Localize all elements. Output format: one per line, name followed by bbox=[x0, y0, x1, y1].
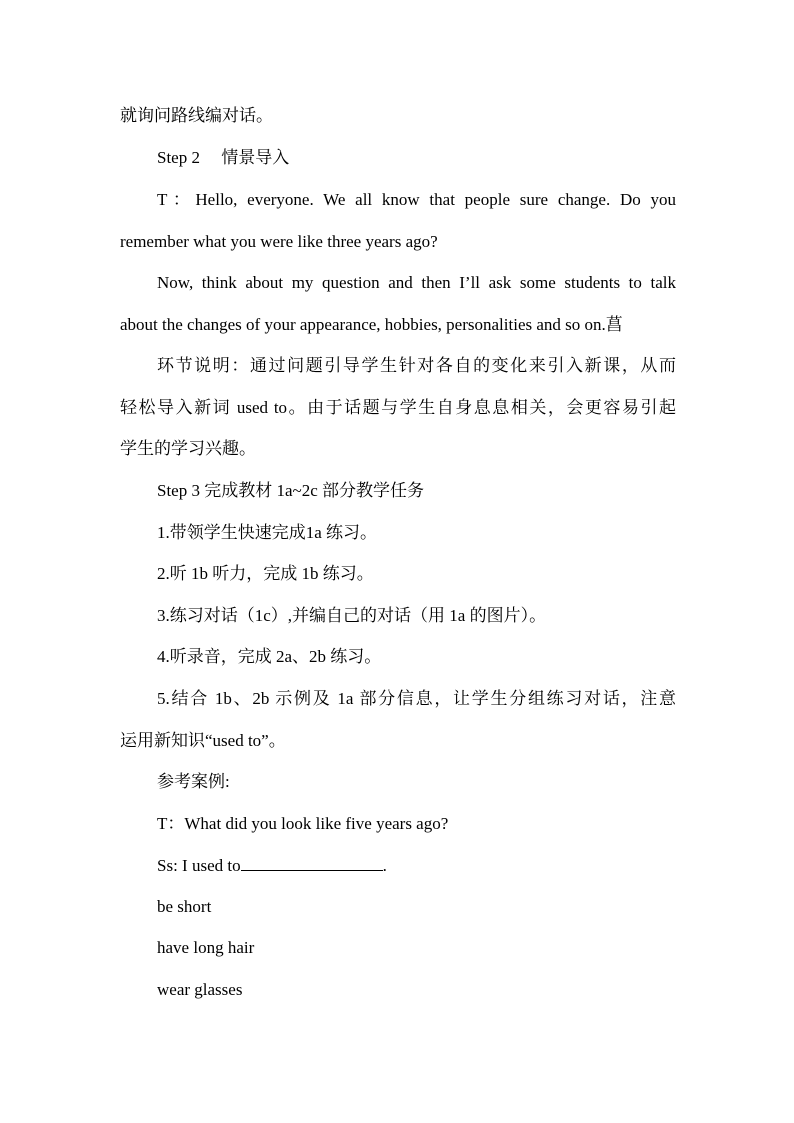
task-item-4: 4.听录音，完成 2a、2b 练习。 bbox=[157, 647, 382, 666]
example-option-be-short: be short bbox=[157, 897, 212, 916]
example-student-answer bbox=[157, 854, 676, 877]
task-item-3: 3.练习对话（1c）,并编自己的对话（用 1a 的图片）。 bbox=[157, 606, 547, 625]
step-3-heading: Step 3 完成教材 1a~2c 部分教学任务 bbox=[157, 481, 425, 500]
teacher-question-line: remember what you were like three years ago? bbox=[120, 232, 438, 251]
section-explanation-line-1: 环节说明：通过问题引导学生针对各自的变化来引入新课，从而 bbox=[157, 356, 676, 375]
text-line-route-dialogue: 就询问路线编对话。 bbox=[120, 106, 273, 125]
instruction-line-2: about the changes of your appearance, hobbies, personalities and so on.菖 bbox=[120, 315, 623, 334]
example-option-long-hair: have long hair bbox=[157, 938, 255, 957]
example-teacher-question: T：What did you look like five years ago? bbox=[157, 814, 449, 833]
reference-example-label: 参考案例: bbox=[157, 772, 230, 791]
answer-blank bbox=[241, 854, 383, 871]
teacher-greeting-line: T：Hello, everyone. We all know that people sure change. Do you bbox=[157, 190, 676, 209]
step-2-heading: Step 2 情景导入 bbox=[157, 148, 290, 167]
instruction-line-1: Now, think about my question and then I’ll ask some students to talk bbox=[157, 273, 676, 292]
task-item-5: 5.结合 1b、2b 示例及 1a 部分信息，让学生分组练习对话，注意 bbox=[157, 689, 676, 708]
task-item-1: 1.带领学生快速完成1a 练习。 bbox=[157, 523, 378, 542]
section-explanation-line-3: 学生的学习兴趣。 bbox=[120, 439, 256, 458]
section-explanation-line-2: 轻松导入新词 used to。由于话题与学生自身息息相关，会更容易引起 bbox=[120, 398, 676, 417]
task-item-5-continued: 运用新知识“used to”。 bbox=[120, 731, 286, 750]
answer-period: . bbox=[382, 856, 387, 875]
answer-prefix: Ss: I used to bbox=[157, 856, 241, 875]
task-item-2: 2.听 1b 听力，完成 1b 练习。 bbox=[157, 564, 374, 583]
example-option-wear-glasses: wear glasses bbox=[157, 980, 243, 999]
